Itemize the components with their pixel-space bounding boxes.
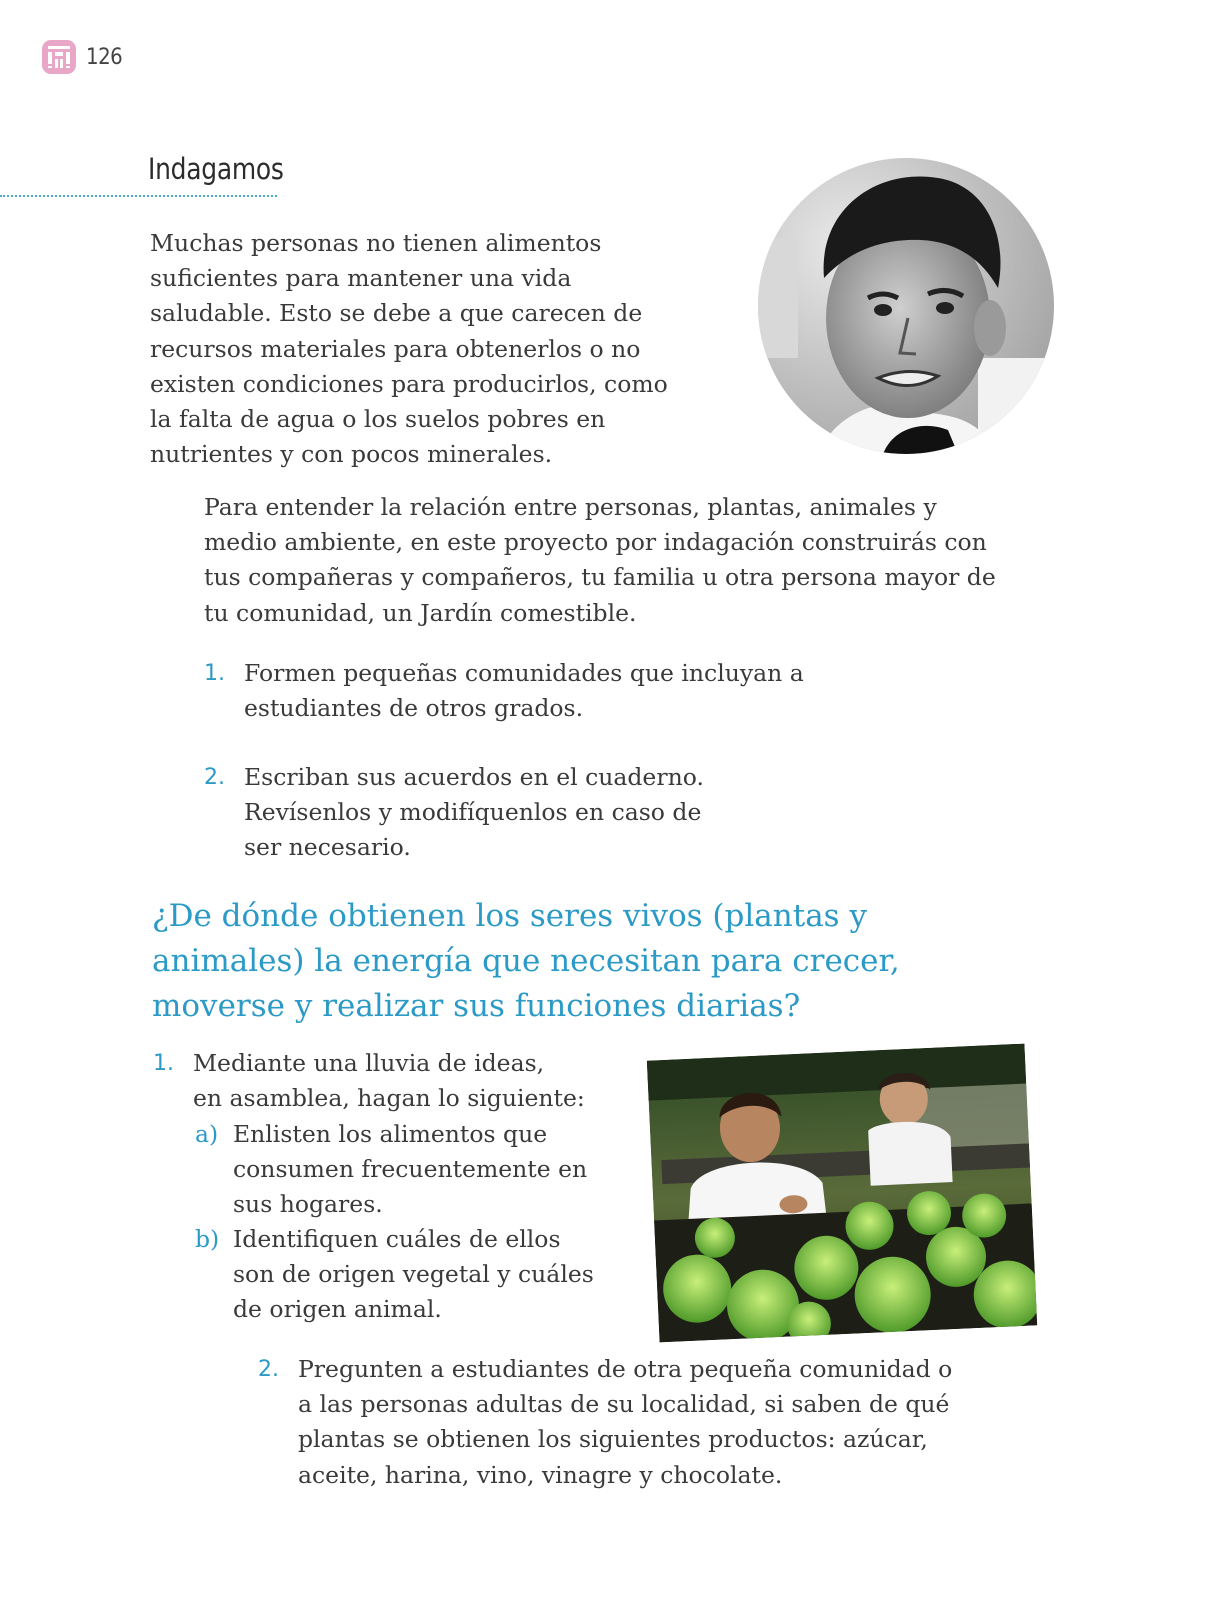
step-number: 1. [204,661,225,686]
intro-paragraph [150,226,710,472]
step-item [204,760,904,866]
text-line: existen condiciones para producirlos, como [150,369,668,398]
text-line: Revísenlos y modifíquenlos en caso de [244,798,702,827]
children-garden-photo [647,1044,1037,1343]
activity-item [153,1046,623,1116]
text-line: Mediante una lluvia de ideas, [193,1049,545,1077]
text-line: de origen animal. [233,1295,442,1323]
text-line: animales) la energía que necesitan para crecer, [152,943,900,979]
text-line: Escriban sus acuerdos en el cuaderno. [244,763,704,791]
text-line: estudiantes de otros grados. [244,694,584,723]
subitem-label: b) [195,1225,220,1253]
text-line: plantas se obtienen los siguientes productos: azúcar, [298,1425,928,1454]
step-item [204,656,904,726]
text-line: Formen pequeñas comunidades que incluyan a [244,659,804,687]
text-line: saludable. Esto se debe a que carecen de [150,299,643,328]
text-line: Muchas personas no tienen alimentos [150,229,602,257]
text-line: nutrientes y con pocos minerales. [150,440,553,469]
text-line: Enlisten los alimentos que [233,1120,548,1148]
text-line: Pregunten a estudiantes de otra pequeña comunidad o [298,1355,953,1383]
subitem-label: a) [195,1120,219,1148]
book-series-glyph-icon [42,40,76,74]
text-line: aceite, harina, vino, vinagre y chocolate. [298,1460,783,1489]
text-line: la falta de agua o los suelos pobres en [150,405,606,434]
text-line: recursos materiales para obtenerlos o no [150,334,641,363]
step-number: 2. [204,765,225,790]
page-header [42,40,122,74]
activity-number: 2. [258,1357,279,1382]
text-line: consumen frecuentemente en [233,1155,588,1183]
text-line: en asamblea, hagan lo siguiente: [193,1084,585,1113]
text-line: tus compañeras y compañeros, tu familia u otra persona mayor de [204,563,996,592]
text-line: Identifiquen cuáles de ellos [233,1225,561,1253]
project-paragraph [204,490,1034,631]
subitem-a [195,1117,625,1222]
text-line: ser necesario. [244,833,411,862]
subitem-b [195,1222,625,1327]
text-line: son de origen vegetal y cuáles [233,1260,594,1288]
activity-item [258,1352,1018,1493]
text-line: a las personas adultas de su localidad, si saben de qué [298,1390,950,1419]
boy-portrait-photo [758,158,1054,454]
section-title: Indagamos [148,152,284,186]
text-line: ¿De dónde obtienen los seres vivos (plantas y [152,898,867,934]
page-number: 126 [86,44,123,70]
text-line: medio ambiente, en este proyecto por indagación construirás con [204,528,987,557]
guiding-question [152,894,972,1029]
text-line: suficientes para mantener una vida [150,264,572,293]
text-line: moverse y realizar sus funciones diarias? [152,988,801,1024]
text-line: Para entender la relación entre personas, plantas, animales y [204,493,937,521]
text-line: tu comunidad, un Jardín comestible. [204,598,637,627]
text-line: sus hogares. [233,1190,383,1218]
title-dotted-rule [0,195,277,197]
activity-number: 1. [153,1051,174,1076]
